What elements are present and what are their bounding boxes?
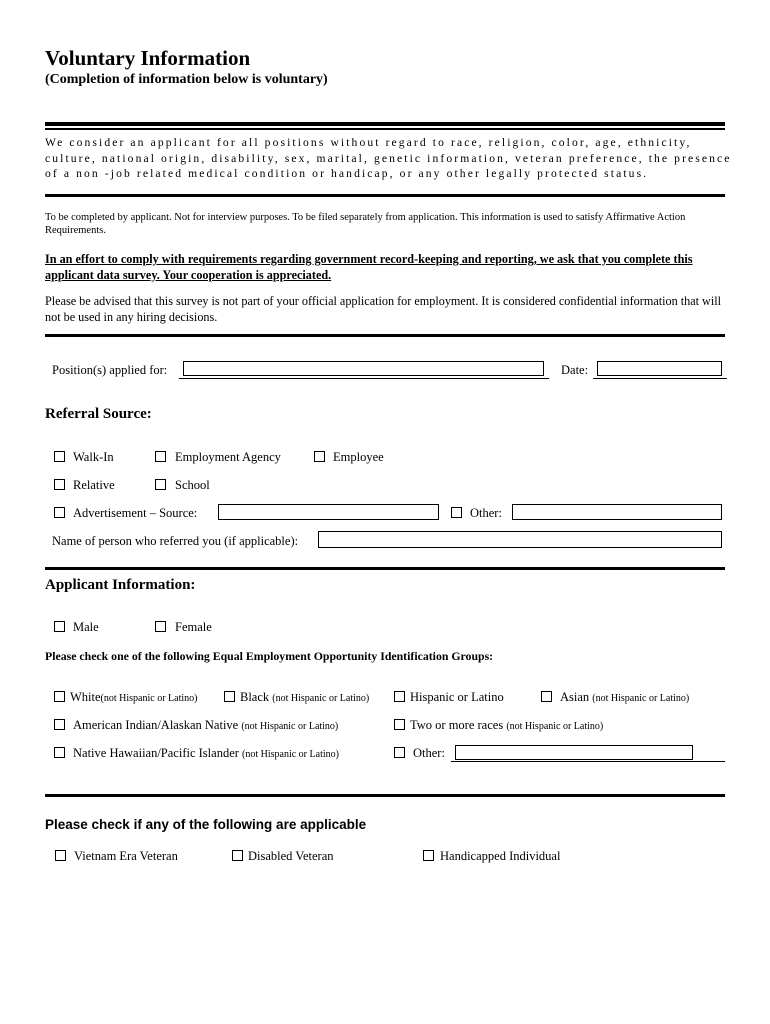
asian-label: Asian (not Hispanic or Latino) (560, 690, 690, 704)
hispanic-checkbox[interactable] (394, 691, 405, 702)
walk-in-checkbox[interactable] (54, 451, 65, 462)
position-input[interactable] (183, 361, 544, 376)
divider (45, 794, 725, 797)
relative-label: Relative (73, 478, 115, 492)
employment-agency-checkbox[interactable] (155, 451, 166, 462)
advisory-note: Please be advised that this survey is not part of your official application for employment. It is considered confidential information that will not be used in any hiring decisions. (45, 294, 722, 324)
eeo-statement: We consider an applicant for all positions without regard to race, religion, color, age, ethnicity, culture, national origin, disability, sex, marital, genetic information, veteran preference, the presence of a non -job related medical condition or handicap, or any other legally protected status. (45, 136, 732, 180)
race-other-input[interactable] (455, 745, 693, 760)
american-indian-label: American Indian/Alaskan Native (not Hispanic or Latino) (73, 718, 339, 732)
divider (45, 567, 725, 570)
referral-heading: Referral Source: (45, 406, 152, 422)
employee-checkbox[interactable] (314, 451, 325, 462)
eeo-heading: Please check one of the following Equal Employment Opportunity Identification Groups: (45, 649, 494, 663)
hawaiian-label: Native Hawaiian/Pacific Islander (not Hispanic or Latino) (73, 746, 339, 760)
hispanic-label: Hispanic or Latino (410, 690, 504, 704)
referrer-name-input[interactable] (318, 531, 722, 548)
black-label: Black (not Hispanic or Latino) (240, 690, 370, 704)
vietnam-veteran-label: Vietnam Era Veteran (74, 849, 178, 863)
date-input[interactable] (597, 361, 722, 376)
divider (45, 194, 725, 197)
disabled-veteran-checkbox[interactable] (232, 850, 243, 861)
date-label: Date: (561, 363, 589, 377)
divider (45, 128, 725, 130)
referral-other-label: Other: (470, 506, 502, 520)
handicapped-checkbox[interactable] (423, 850, 434, 861)
white-checkbox[interactable] (54, 691, 65, 702)
divider (45, 334, 725, 337)
page-title: Voluntary Information (45, 46, 251, 70)
advertisement-source-input[interactable] (218, 504, 439, 520)
walk-in-label: Walk-In (73, 450, 114, 464)
applicant-heading: Applicant Information: (45, 577, 196, 593)
position-underline (179, 378, 549, 379)
relative-checkbox[interactable] (54, 479, 65, 490)
divider (45, 122, 725, 126)
compliance-note: In an effort to comply with requirements regarding government record-keeping and reporting, we ask that you complete this applicant data survey. Your cooperation is appreciated. (45, 252, 693, 282)
two-or-more-label: Two or more races (not Hispanic or Latino) (410, 718, 604, 732)
referrer-name-label: Name of person who referred you (if applicable): (52, 534, 299, 548)
school-checkbox[interactable] (155, 479, 166, 490)
hawaiian-checkbox[interactable] (54, 747, 65, 758)
male-label: Male (73, 620, 99, 634)
referral-other-checkbox[interactable] (451, 507, 462, 518)
race-other-underline (451, 761, 725, 762)
employment-agency-label: Employment Agency (175, 450, 281, 464)
black-checkbox[interactable] (224, 691, 235, 702)
disabled-veteran-label: Disabled Veteran (248, 849, 334, 863)
asian-checkbox[interactable] (541, 691, 552, 702)
vietnam-veteran-checkbox[interactable] (55, 850, 66, 861)
school-label: School (175, 478, 210, 492)
race-other-label: Other: (413, 746, 445, 760)
employee-label: Employee (333, 450, 384, 464)
female-checkbox[interactable] (155, 621, 166, 632)
american-indian-checkbox[interactable] (54, 719, 65, 730)
handicapped-label: Handicapped Individual (440, 849, 561, 863)
advertisement-label: Advertisement – Source: (73, 506, 198, 520)
page-subtitle: (Completion of information below is voluntary) (45, 72, 328, 87)
female-label: Female (175, 620, 212, 634)
position-label: Position(s) applied for: (52, 363, 168, 377)
male-checkbox[interactable] (54, 621, 65, 632)
applicable-heading: Please check if any of the following are applicable (45, 817, 367, 832)
two-or-more-checkbox[interactable] (394, 719, 405, 730)
advertisement-checkbox[interactable] (54, 507, 65, 518)
date-underline (593, 378, 727, 379)
white-label: White(not Hispanic or Latino) (70, 690, 198, 704)
instruction-note: To be completed by applicant. Not for interview purposes. To be filed separately from application. This information is used to satisfy Affirmative Action Requirements. (45, 212, 686, 236)
race-other-checkbox[interactable] (394, 747, 405, 758)
referral-other-input[interactable] (512, 504, 722, 520)
